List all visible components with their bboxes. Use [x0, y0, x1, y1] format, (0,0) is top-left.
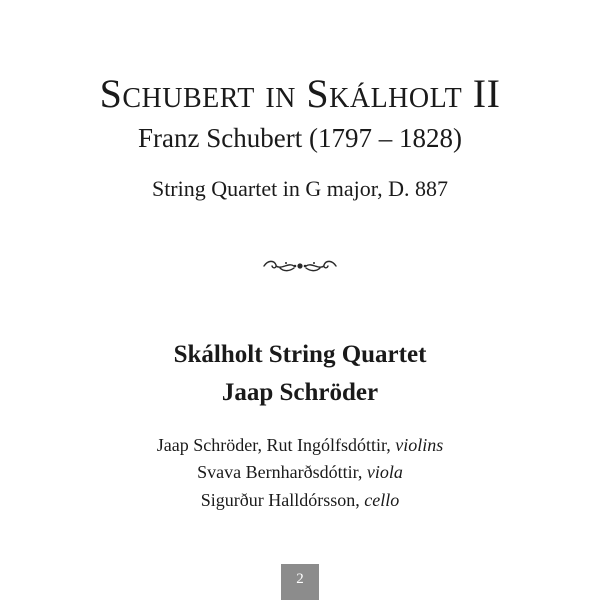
performer-names: Jaap Schröder, Rut Ingólfsdóttir, [156, 435, 396, 455]
performer-names: Sigurður Halldórsson, [200, 490, 365, 510]
leader-name: Jaap Schröder [221, 379, 379, 406]
ensemble-name: Skálholt String Quartet [173, 341, 427, 368]
performer-credit [0, 461, 600, 483]
work-title: String Quartet in G major, D. 887 [151, 176, 449, 201]
performer-names: Svava Bernharðsdóttir, [197, 462, 367, 482]
fleuron-ornament-icon [262, 258, 338, 274]
performer-role: viola [366, 462, 403, 482]
album-title: Schubert in Skálholt II [99, 71, 501, 116]
page-number: 2 [281, 564, 319, 600]
composer-line: Franz Schubert (1797 – 1828) [138, 123, 462, 153]
performer-role: violins [395, 435, 444, 455]
fleuron-ornament-icon [0, 258, 600, 278]
performer-role: cello [364, 490, 400, 510]
performer-credit [0, 434, 600, 456]
performer-credit [0, 489, 600, 511]
